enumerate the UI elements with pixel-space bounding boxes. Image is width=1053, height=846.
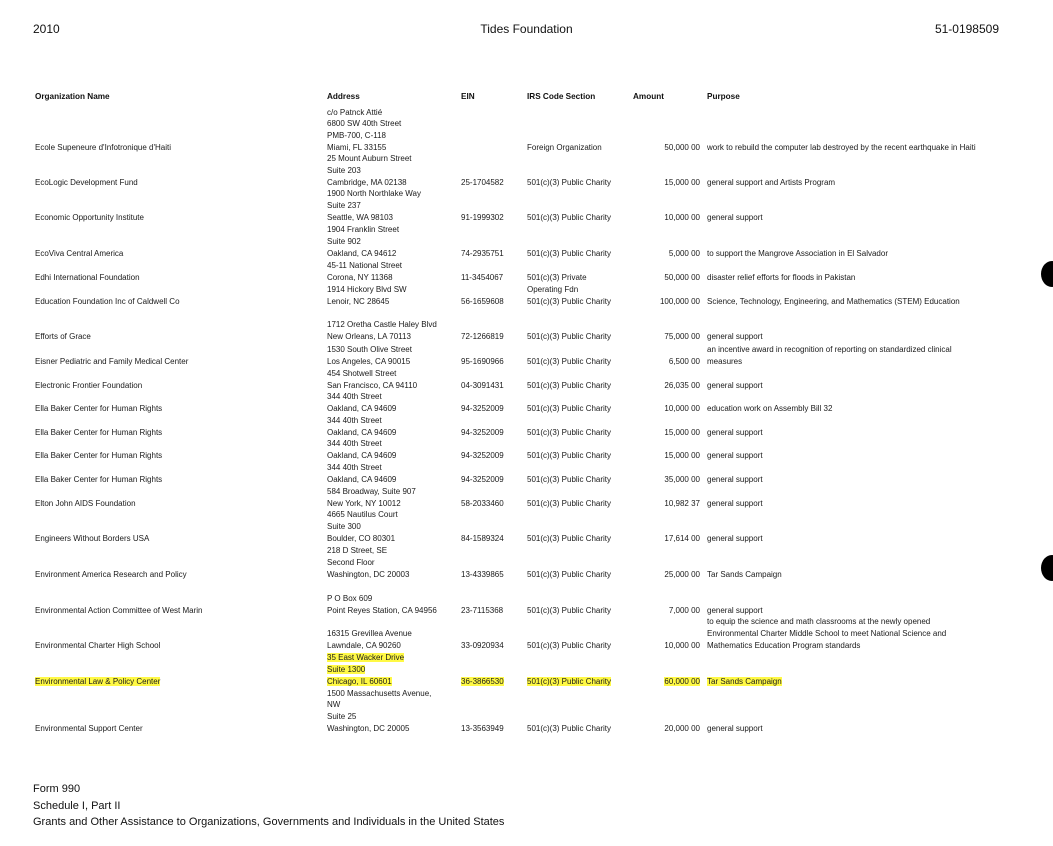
grant-purpose: general support xyxy=(707,451,763,460)
irs-code: 501(c)(3) Public Charity xyxy=(527,534,612,543)
address-line: Suite 902 xyxy=(327,237,361,247)
irs-code: 501(c)(3) Public Charity xyxy=(527,332,612,341)
col-header-irs: IRS Code Section xyxy=(527,92,596,101)
org-name: Environment America Research and Policy xyxy=(35,570,187,579)
grant-amount: 17,614 00 xyxy=(664,534,700,543)
org-ein: 95-1690966 xyxy=(461,357,504,366)
address-line: Miami, FL 33155 xyxy=(327,143,387,152)
irs-code: 501(c)(3) Private xyxy=(527,273,587,282)
tax-year: 2010 xyxy=(33,22,60,36)
org-name: Ella Baker Center for Human Rights xyxy=(35,428,163,437)
address-line: 4665 Nautilus Court xyxy=(327,510,398,520)
col-header-amount: Amount xyxy=(633,92,664,101)
address-line: Suite 1300 xyxy=(327,665,366,675)
address-line: Second Floor xyxy=(327,558,375,568)
address-line: Cambridge, MA 02138 xyxy=(327,178,407,187)
col-header-purpose: Purpose xyxy=(707,92,740,101)
address-line: 344 40th Street xyxy=(327,463,382,473)
address-line: Oakland, CA 94609 xyxy=(327,404,397,413)
grant-amount: 7,000 00 xyxy=(668,606,700,615)
org-ein: 04-3091431 xyxy=(461,381,504,390)
address-line: 344 40th Street xyxy=(327,439,382,449)
address-line: Lawndale, CA 90260 xyxy=(327,641,401,650)
grant-purpose: general support and Artists Program xyxy=(707,178,836,187)
address-line: 344 40th Street xyxy=(327,416,382,426)
org-ein: 13-3563949 xyxy=(461,724,504,733)
org-ein: 94-3252009 xyxy=(461,475,504,484)
grant-amount: 26,035 00 xyxy=(664,381,700,390)
address-line: Suite 300 xyxy=(327,522,361,532)
address-line: P O Box 609 xyxy=(327,594,373,604)
address-line: New Orleans, LA 70113 xyxy=(327,332,411,341)
org-ein: 91-1999302 xyxy=(461,213,504,222)
irs-code: 501(c)(3) Public Charity xyxy=(527,249,612,258)
address-line: Suite 237 xyxy=(327,201,361,211)
grant-purpose: general support xyxy=(707,724,763,733)
irs-code: 501(c)(3) Public Charity xyxy=(527,428,612,437)
grant-amount: 15,000 00 xyxy=(664,178,700,187)
irs-code: 501(c)(3) Public Charity xyxy=(527,570,612,579)
org-name: Engineers Without Borders USA xyxy=(35,534,150,543)
irs-code: 501(c)(3) Public Charity xyxy=(527,213,612,222)
address-line: San Francisco, CA 94110 xyxy=(327,381,418,390)
irs-code: Foreign Organization xyxy=(527,143,602,152)
org-name: Edhi International Foundation xyxy=(35,273,140,282)
grant-amount: 35,000 00 xyxy=(664,475,700,484)
irs-code: 501(c)(3) Public Charity xyxy=(527,404,612,413)
org-name: Environmental Charter High School xyxy=(35,641,161,650)
address-line: 218 D Street, SE xyxy=(327,546,388,556)
address-line: Oakland, CA 94612 xyxy=(327,249,397,258)
address-line: Suite 25 xyxy=(327,712,357,722)
grant-purpose: general support xyxy=(707,428,763,437)
irs-code: 501(c)(3) Public Charity xyxy=(527,475,612,484)
org-name: Efforts of Grace xyxy=(35,332,91,341)
org-name: EcoLogic Development Fund xyxy=(35,178,138,187)
org-ein: 25-1704582 xyxy=(461,178,504,187)
address-line: PMB-700, C-118 xyxy=(327,131,386,141)
irs-code: 501(c)(3) Public Charity xyxy=(527,357,612,366)
col-header-ein: EIN xyxy=(461,92,475,101)
irs-code: 501(c)(3) Public Charity xyxy=(527,178,612,187)
org-name: Elton John AIDS Foundation xyxy=(35,499,136,508)
org-ein: 94-3252009 xyxy=(461,404,504,413)
irs-code: 501(c)(3) Public Charity xyxy=(527,641,612,650)
org-name: Electronic Frontier Foundation xyxy=(35,381,143,390)
irs-code: 501(c)(3) Public Charity xyxy=(527,724,612,733)
grant-amount: 100,000 00 xyxy=(659,297,700,306)
address-line: 1904 Franklin Street xyxy=(327,225,400,235)
address-line: Los Angeles, CA 90015 xyxy=(327,357,411,366)
org-ein: 74-2935751 xyxy=(461,249,504,258)
org-name: Environmental Support Center xyxy=(35,724,143,733)
org-ein: 33-0920934 xyxy=(461,641,504,650)
grant-amount: 20,000 00 xyxy=(664,724,700,733)
grant-purpose: to support the Mangrove Association in El Salvador xyxy=(707,249,888,258)
grant-purpose: to equip the science and math classrooms at the newly opened xyxy=(707,617,931,627)
address-line: 45-11 National Street xyxy=(327,261,403,271)
grant-purpose: general support xyxy=(707,475,763,484)
grant-purpose: general support xyxy=(707,606,763,615)
org-ein: 72-1266819 xyxy=(461,332,504,341)
grant-purpose: Tar Sands Campaign xyxy=(707,677,782,686)
org-ein: 11-3454067 xyxy=(461,273,504,282)
grant-amount: 50,000 00 xyxy=(664,273,700,282)
address-line: 1914 Hickory Blvd SW xyxy=(327,285,407,295)
grant-amount: 75,000 00 xyxy=(664,332,700,341)
address-line: Oakland, CA 94609 xyxy=(327,475,397,484)
address-line: Washington, DC 20003 xyxy=(327,570,410,579)
address-line: Corona, NY 11368 xyxy=(327,273,393,282)
grant-purpose: disaster relief efforts for floods in Pakistan xyxy=(707,273,856,282)
org-name: Economic Opportunity Institute xyxy=(35,213,144,222)
grant-amount: 10,000 00 xyxy=(664,213,700,222)
address-line: 25 Mount Auburn Street xyxy=(327,154,412,164)
organization-ein: 51-0198509 xyxy=(934,22,999,36)
address-line: 16315 Grevillea Avenue xyxy=(327,629,412,639)
org-ein: 94-3252009 xyxy=(461,451,504,460)
grant-purpose: work to rebuild the computer lab destroyed by the recent earthquake in Haiti xyxy=(707,143,976,152)
address-line: NW xyxy=(327,700,341,710)
address-line: 6800 SW 40th Street xyxy=(327,119,402,129)
address-line: Suite 203 xyxy=(327,166,361,176)
grant-purpose: general support xyxy=(707,213,763,222)
irs-code: 501(c)(3) Public Charity xyxy=(527,606,612,615)
grant-purpose: an incentive award in recognition of reporting on standardized clinical xyxy=(707,345,952,355)
grant-amount: 15,000 00 xyxy=(664,428,700,437)
scan-punch-hole xyxy=(1041,555,1053,581)
org-name: Ecole Supeneure d'Infotronique d'Haiti xyxy=(35,143,172,152)
grant-purpose: measures xyxy=(707,357,743,366)
org-name: EcoViva Central America xyxy=(35,249,124,258)
grant-amount: 6,500 00 xyxy=(668,357,700,366)
org-ein: 94-3252009 xyxy=(461,428,504,437)
org-name: Environmental Law & Policy Center xyxy=(35,677,161,686)
grant-purpose: Environmental Charter Middle School to meet National Science and xyxy=(707,629,947,639)
footer-description: Grants and Other Assistance to Organizations, Governments and Individuals in the United States xyxy=(33,816,505,828)
address-line: Chicago, IL 60601 xyxy=(327,677,392,686)
address-line: 584 Broadway, Suite 907 xyxy=(327,487,416,497)
col-header-name: Organization Name xyxy=(35,92,110,101)
grant-purpose: general support xyxy=(707,381,763,390)
grant-amount: 10,982 37 xyxy=(664,499,700,508)
grant-purpose: general support xyxy=(707,499,763,508)
organization-name: Tides Foundation xyxy=(480,22,573,36)
org-name: Ella Baker Center for Human Rights xyxy=(35,451,163,460)
grant-amount: 15,000 00 xyxy=(664,451,700,460)
address-line: Point Reyes Station, CA 94956 xyxy=(327,606,437,615)
org-name: Education Foundation Inc of Caldwell Co xyxy=(35,297,180,306)
org-ein: 36-3866530 xyxy=(461,677,504,686)
address-line: 454 Shotwell Street xyxy=(327,369,397,379)
address-line: 1900 North Northlake Way xyxy=(327,189,421,199)
address-line: Oakland, CA 94609 xyxy=(327,428,397,437)
grant-purpose: Science, Technology, Engineering, and Mathematics (STEM) Education xyxy=(707,297,960,306)
irs-code: 501(c)(3) Public Charity xyxy=(527,451,612,460)
grant-amount: 25,000 00 xyxy=(664,570,700,579)
org-name: Eisner Pediatric and Family Medical Center xyxy=(35,357,189,366)
org-ein: 56-1659608 xyxy=(461,297,504,306)
irs-code: 501(c)(3) Public Charity xyxy=(527,381,612,390)
address-line: Boulder, CO 80301 xyxy=(327,534,396,543)
col-header-address: Address xyxy=(327,92,360,101)
grant-amount: 10,000 00 xyxy=(664,641,700,650)
address-line: 1712 Oretha Castle Haley Blvd xyxy=(327,320,437,330)
org-name: Ella Baker Center for Human Rights xyxy=(35,475,163,484)
irs-code: 501(c)(3) Public Charity xyxy=(527,499,612,508)
scan-punch-hole xyxy=(1041,261,1053,287)
org-ein: 84-1589324 xyxy=(461,534,504,543)
address-line: 1530 South Olive Street xyxy=(327,345,412,355)
address-line: Oakland, CA 94609 xyxy=(327,451,397,460)
org-name: Environmental Action Committee of West Marin xyxy=(35,606,203,615)
grant-amount: 5,000 00 xyxy=(668,249,700,258)
grant-amount: 60,000 00 xyxy=(664,677,700,686)
grant-amount: 10,000 00 xyxy=(664,404,700,413)
address-line: Washington, DC 20005 xyxy=(327,724,410,733)
irs-code: Operating Fdn xyxy=(527,284,579,294)
irs-code: 501(c)(3) Public Charity xyxy=(527,677,612,686)
address-line: Seattle, WA 98103 xyxy=(327,213,393,222)
address-line: 1500 Massachusetts Avenue, xyxy=(327,688,432,698)
footer-schedule: Schedule I, Part II xyxy=(33,800,121,812)
grant-purpose: education work on Assembly Bill 32 xyxy=(707,404,833,413)
org-name: Ella Baker Center for Human Rights xyxy=(35,404,163,413)
org-ein: 58-2033460 xyxy=(461,499,504,508)
grant-purpose: general support xyxy=(707,534,763,543)
grant-purpose: Tar Sands Campaign xyxy=(707,570,782,579)
address-line: 35 East Wacker Drive xyxy=(327,653,405,663)
grant-purpose: general support xyxy=(707,332,763,341)
address-line: New York, NY 10012 xyxy=(327,499,401,508)
irs-code: 501(c)(3) Public Charity xyxy=(527,297,612,306)
org-ein: 23-7115368 xyxy=(461,606,504,615)
grant-purpose: Mathematics Education Program standards xyxy=(707,641,861,650)
grant-amount: 50,000 00 xyxy=(664,143,700,152)
address-line: 344 40th Street xyxy=(327,392,382,402)
org-ein: 13-4339865 xyxy=(461,570,504,579)
address-line: Lenoir, NC 28645 xyxy=(327,297,390,306)
address-line: c/o Patnck Attié xyxy=(327,107,383,117)
footer-form: Form 990 xyxy=(33,783,81,795)
